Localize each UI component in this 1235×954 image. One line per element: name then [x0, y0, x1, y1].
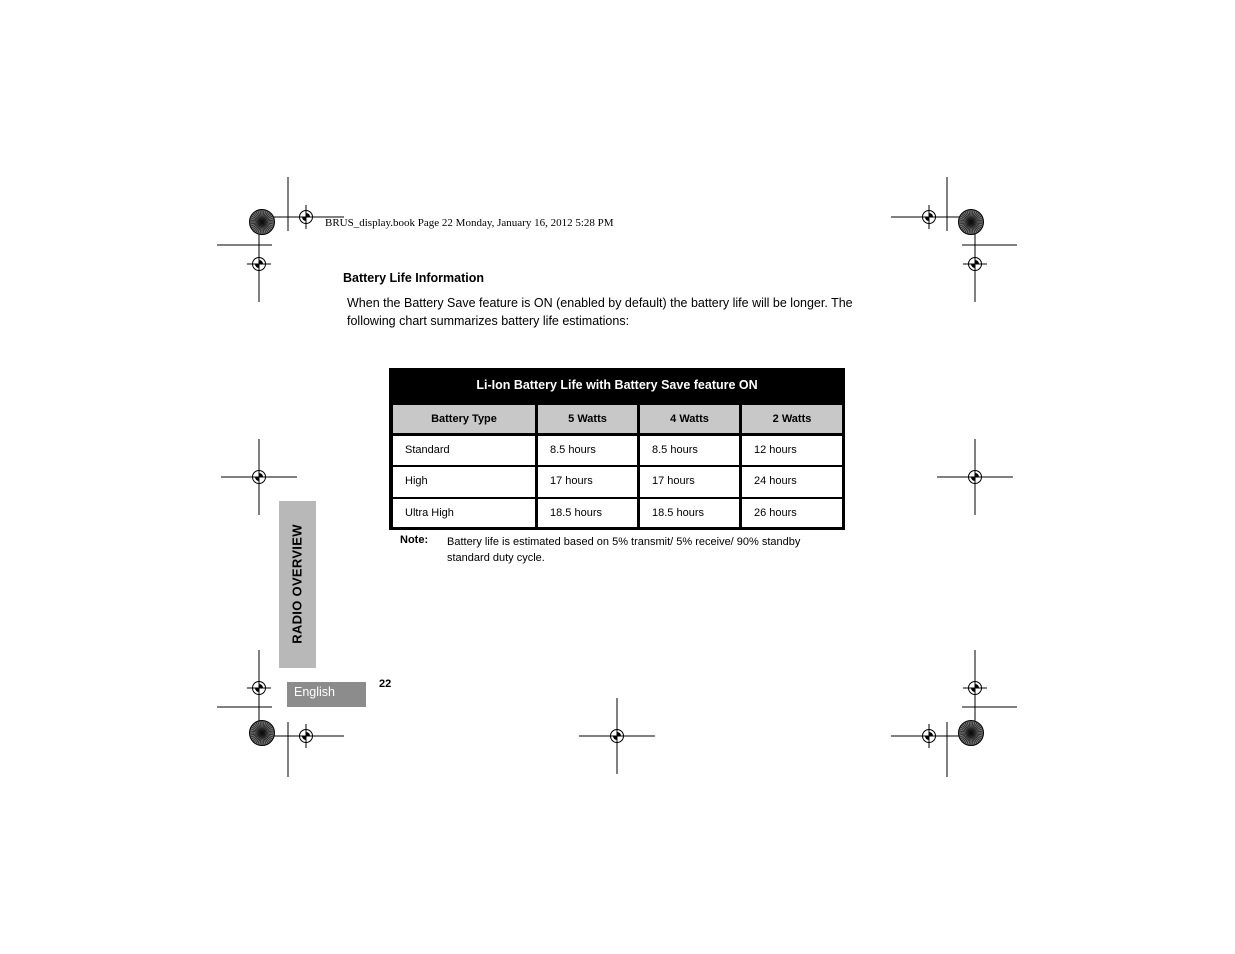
header-battery-type: Battery Type — [393, 405, 535, 433]
note-label: Note: — [400, 534, 429, 546]
table-cell: 24 hours — [742, 467, 842, 497]
table-title: Li-Ion Battery Life with Battery Save feature ON — [476, 378, 758, 392]
note-text: Battery life is estimated based on 5% transmit/ 5% receive/ 90% standby standard duty cycle. — [447, 536, 801, 564]
crosshair-target-icon — [247, 226, 271, 302]
header-5-watts: 5 Watts — [538, 405, 637, 433]
battery-life-table — [389, 368, 845, 530]
starburst-registration-icon — [250, 210, 275, 235]
crosshair-target-icon — [891, 724, 967, 748]
header-2-watts: 2 Watts — [742, 405, 842, 433]
table-cell: 8.5 hours — [538, 436, 637, 465]
table-cell: 17 hours — [538, 467, 637, 497]
table-cell: 8.5 hours — [640, 436, 739, 465]
side-tab-label: RADIO OVERVIEW — [289, 524, 305, 644]
table-cell: 26 hours — [742, 499, 842, 527]
table-cell: 18.5 hours — [538, 499, 637, 527]
running-head: BRUS_display.book Page 22 Monday, January 16, 2012 5:28 PM — [325, 217, 614, 229]
crosshair-target-icon — [579, 698, 655, 774]
side-tab — [279, 501, 316, 668]
crosshair-target-icon — [891, 205, 967, 229]
starburst-registration-icon — [959, 721, 984, 746]
table-cell: 12 hours — [742, 436, 842, 465]
table-cell: High — [393, 467, 535, 497]
page-number: 22 — [379, 678, 392, 690]
section-title: Battery Life Information — [343, 271, 484, 285]
crosshair-target-icon — [268, 724, 344, 748]
starburst-registration-icon — [959, 210, 984, 235]
crosshair-target-icon — [247, 650, 271, 726]
table-cell: 18.5 hours — [640, 499, 739, 527]
language-tab: English — [287, 682, 366, 707]
intro-paragraph: When the Battery Save feature is ON (enabled by default) the battery life will be longer. The following chart summarizes battery life estimations: — [347, 296, 853, 328]
table-cell: Ultra High — [393, 499, 535, 527]
table-cell: 17 hours — [640, 467, 739, 497]
header-4-watts: 4 Watts — [640, 405, 739, 433]
crosshair-target-icon — [963, 226, 987, 302]
crosshair-target-icon — [937, 439, 1013, 515]
crosshair-target-icon — [963, 650, 987, 726]
table-cell: Standard — [393, 436, 535, 465]
starburst-registration-icon — [250, 721, 275, 746]
